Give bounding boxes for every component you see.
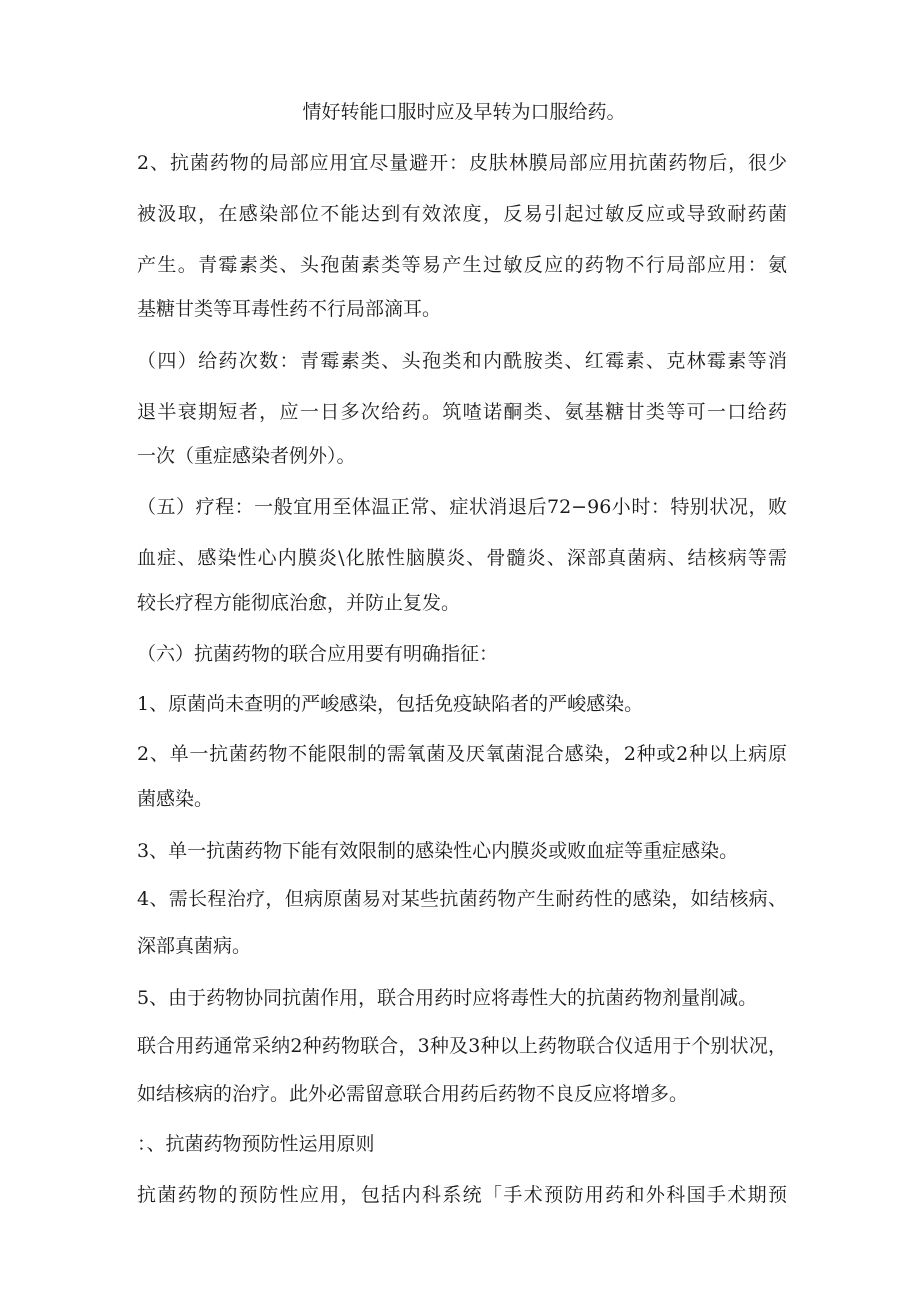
text-line-20: 联合用药通常采纳2种药物联合，3种及3种以上药物联合仪适用于个别状况， — [137, 1035, 787, 1057]
text-line-4: 产生。青霉素类、头孢菌素类等易产生过敏反应的药物不行局部应用：氨 — [137, 254, 787, 276]
text-line-18: 深部真菌病。 — [137, 935, 252, 957]
text-line-19: 5、由于药物协同抗菌作用，联合用药时应将毒性大的抗菌药物剂量削减。 — [137, 987, 758, 1009]
text-line-9: （五）疗程：一般宜用至体温正常、症状消退后72−96小时：特别状况，败 — [137, 496, 787, 518]
text-line-23: 抗菌药物的预防性应用，包括内科系统「手术预防用药和外科国手术期预 — [137, 1184, 787, 1206]
text-line-13: 1、原菌尚未查明的严峻感染，包括免疫缺陷者的严峻感染。 — [137, 693, 644, 715]
text-line-3: 被汲取，在感染部位不能达到有效浓度，反易引起过敏反应或导致耐药菌 — [137, 203, 787, 225]
text-line-8: 一次（重症感染者例外）。 — [137, 445, 356, 467]
text-line-16: 3、单一抗菌药物下能有效限制的感染性心内膜炎或败血症等重症感染。 — [137, 840, 739, 862]
text-line-2: 2、抗菌药物的局部应用宜尽量避开：皮肤林膜局部应用抗菌药物后，很少 — [137, 152, 787, 174]
text-line-12: （六）抗菌药物的联合应用要有明确指征： — [137, 643, 499, 665]
text-line-21: 如结核病的治疗。此外必需留意联合用药后药物不良反应将增多。 — [137, 1083, 689, 1105]
text-line-11: 较长疗程方能彻底治愈，并防止复发。 — [137, 592, 461, 614]
text-line-17: 4、需长程治疗，但病原菌易对某些抗菌药物产生耐药性的感染，如结核病、 — [137, 888, 787, 910]
text-line-1: 情好转能口服时应及早转为口服给药。 — [302, 101, 626, 123]
text-line-6: （四）给药次数：青霉素类、头孢类和内酰胺类、红霉素、克林霉素等消 — [137, 350, 787, 372]
text-line-14: 2、单一抗菌药物不能限制的需氧菌及厌氧菌混合感染，2种或2种以上病原 — [137, 743, 787, 765]
text-line-22: ：、抗菌药物预防性运用原则 — [137, 1133, 375, 1155]
text-line-10: 血症、感染性心内膜炎\化脓性脑膜炎、骨髓炎、深部真菌病、结核病等需 — [137, 547, 787, 569]
text-line-15: 菌感染。 — [137, 788, 214, 810]
text-line-5: 基糖甘类等耳毒性药不行局部滴耳。 — [137, 298, 442, 320]
text-line-7: 退半衰期短者，应一日多次给药。筑喳诺酮类、氨基糖甘类等可一口给药 — [137, 401, 787, 423]
